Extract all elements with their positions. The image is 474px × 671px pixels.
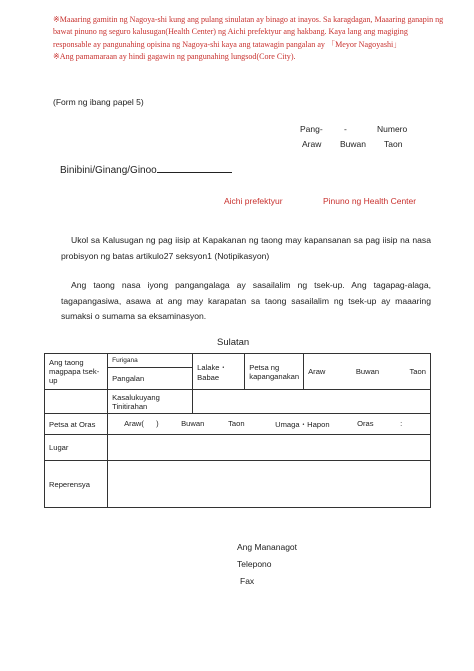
birth-label: Petsa ng kapanganakan	[245, 354, 304, 390]
exam-year: Taon	[228, 419, 245, 428]
address-label: Kasalukuyang Tinitirahan	[108, 390, 193, 414]
birth-day: Araw	[308, 367, 326, 376]
exam-hour: Oras	[357, 419, 374, 428]
paragraph-subject: Ukol sa Kalusugan ng pag iisip at Kapakanan ng taong may kapansanan sa pag iisip na nasa probisyon ng batas artikulo27 seksyon1 (Notipikasyon)	[61, 235, 431, 261]
sulatan-heading: Sulatan	[217, 337, 250, 348]
furigana-label: Furigana	[108, 354, 193, 368]
date-year: Taon	[384, 139, 403, 149]
birth-month: Buwan	[355, 367, 380, 376]
place-field[interactable]	[108, 435, 431, 461]
recipient-prefecture: Aichi prefektyur	[224, 196, 283, 206]
fax-label: Fax	[240, 576, 255, 586]
addressee-blank[interactable]	[157, 163, 232, 173]
reference-field[interactable]	[108, 461, 431, 508]
date-time-field[interactable]	[108, 414, 431, 435]
exam-period: Umaga・Hapon	[275, 420, 330, 429]
date-time-label: Petsa at Oras	[45, 414, 108, 435]
person-filler	[45, 390, 108, 414]
birth-field[interactable]	[304, 354, 431, 390]
date-prefix: Pang-	[300, 124, 323, 134]
notes-block	[53, 14, 445, 64]
respondent-label: Ang Mananagot	[237, 542, 298, 552]
name-label: Pangalan	[108, 368, 193, 390]
place-label: Lugar	[45, 435, 108, 461]
paragraph-notice: Ang taong nasa iyong pangangalaga ay sasailalim ng tsek-up. Ang tagapag-alaga, tagapangasiwa, asawa at ang may karapatan sa taong sasailalim ng tsek-up ay maaaring sumaksi o sumama sa eksaminasyon.	[61, 280, 431, 322]
telephone-label: Telepono	[237, 559, 272, 569]
exam-colon: :	[400, 419, 403, 428]
reference-label: Reperensya	[45, 461, 108, 508]
note-1: ※Maaaring gamitin ng Nagoya-shi kung ang pulang sinulatan ay binago at inayos. Sa karagdagan, Maaaring ganapin ng bawat pinuno ng seguro kalusugan(Health Center) ng Aichi prefektyur ang hakbang. Kaya lang ang magiging responsable ay pangunahing opisina ng Nagoya-shi kaya ang tatawagin pangalan ay 「Meyor Nagoyashi」	[53, 15, 444, 49]
gender-field[interactable]: Lalake・Babae	[193, 354, 245, 390]
addressee-label: Binibini/Ginang/Ginoo	[60, 165, 157, 176]
date-number: Numero	[377, 124, 408, 134]
date-dash: -	[344, 124, 347, 134]
date-month: Buwan	[340, 139, 366, 149]
form-label: (Form ng ibang papel 5)	[53, 97, 144, 107]
exam-month: Buwan	[181, 419, 205, 428]
date-day: Araw	[302, 139, 322, 149]
address-field[interactable]	[193, 390, 431, 414]
addressee-line	[60, 163, 232, 176]
exam-day-close: )	[156, 419, 159, 428]
person-label: Ang taong magpapa tsek-up	[45, 354, 108, 390]
recipient-health-center: Pinuno ng Health Center	[323, 196, 417, 206]
birth-year: Taon	[409, 367, 426, 376]
form-table	[44, 353, 431, 508]
note-2: ※Ang pamamaraan ay hindi gagawin ng pangunahing lungsod(Core City).	[53, 52, 296, 62]
exam-day: Araw(	[124, 419, 144, 428]
